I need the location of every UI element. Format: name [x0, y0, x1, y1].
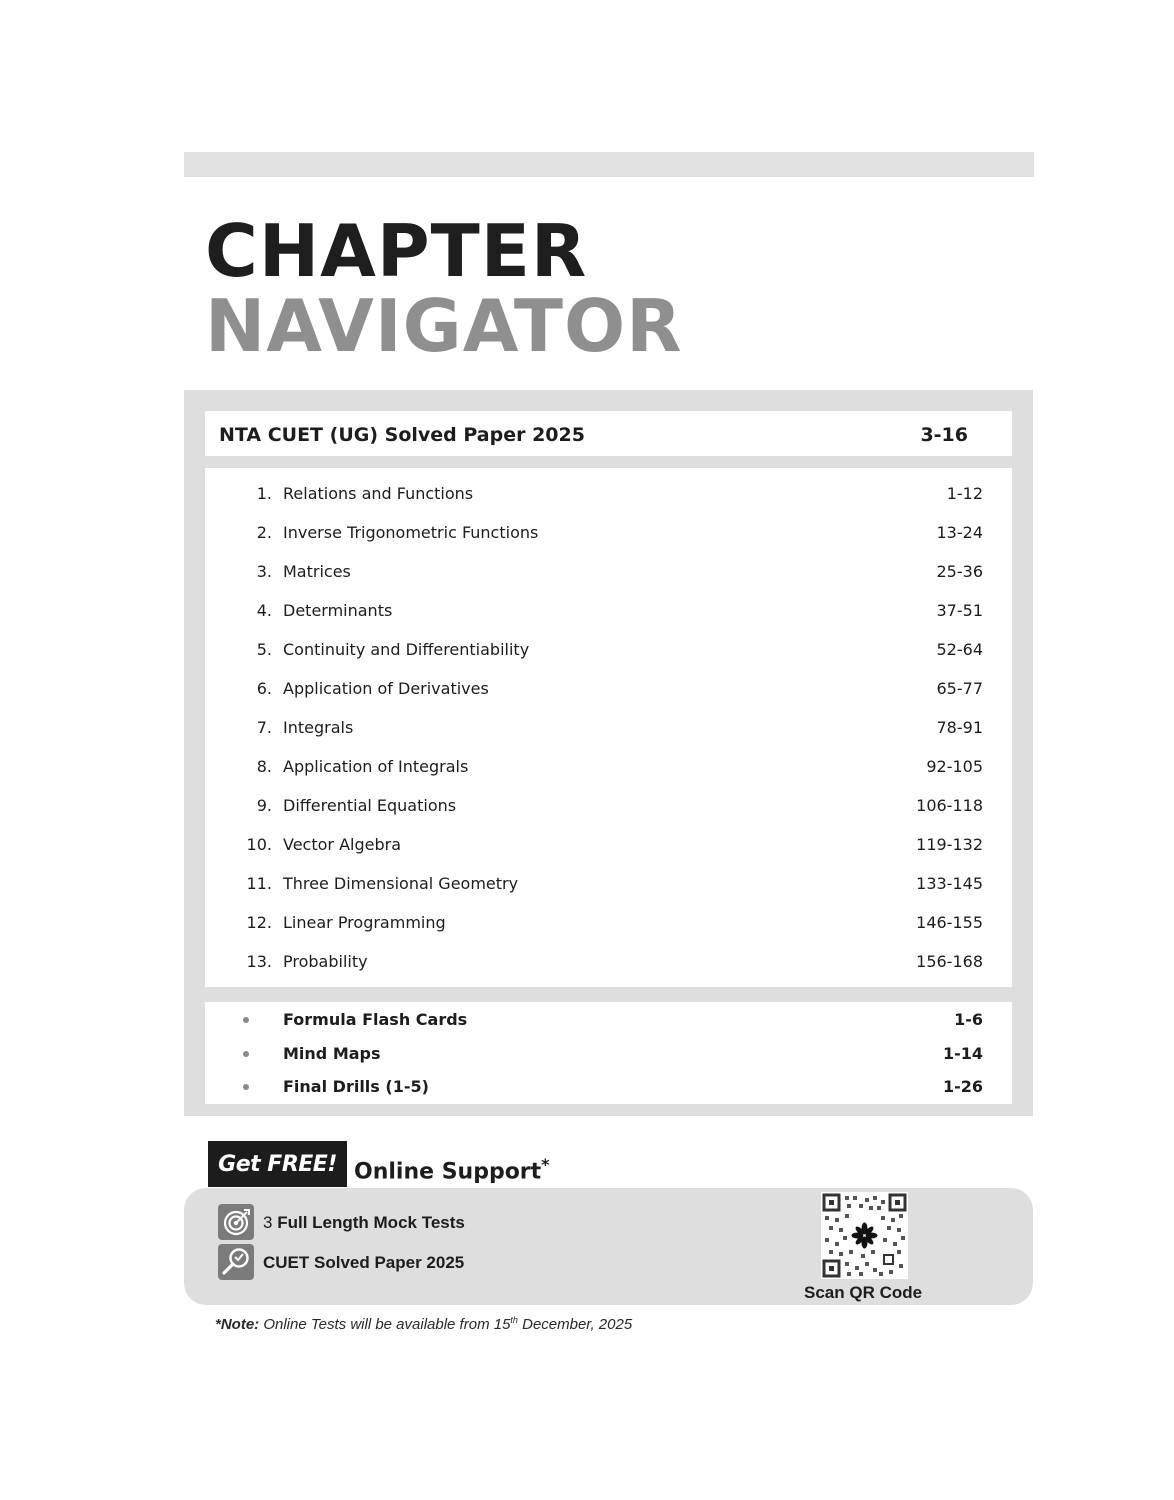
chapter-number: 4.: [256, 601, 272, 620]
chapter-number: 9.: [256, 796, 272, 815]
chapter-pages: 133-145: [916, 874, 983, 893]
chapter-pages: 78-91: [936, 718, 983, 737]
get-free-badge: Get FREE!: [208, 1141, 347, 1187]
chapter-title: Probability: [283, 952, 368, 971]
target-icon: [218, 1204, 254, 1240]
chapter-row[interactable]: [205, 667, 1012, 706]
chapter-number: 11.: [246, 874, 272, 893]
chapter-title: Application of Derivatives: [283, 679, 489, 698]
extra-row[interactable]: [205, 1071, 1012, 1101]
page-title-line1: CHAPTER: [205, 209, 588, 293]
chapter-pages: 146-155: [916, 913, 983, 932]
footnote-mark: *: [541, 1155, 550, 1174]
chapter-title: Application of Integrals: [283, 757, 469, 776]
solved-paper-link-label: CUET Solved Paper 2025: [263, 1253, 465, 1272]
bullet-icon: [243, 1017, 249, 1023]
chapter-row[interactable]: [205, 745, 1012, 784]
chapter-row[interactable]: [205, 901, 1012, 940]
chapter-title: Integrals: [283, 718, 354, 737]
chapter-number: 13.: [246, 952, 272, 971]
mock-tests-count: 3: [263, 1213, 273, 1232]
note-prefix: *Note:: [215, 1316, 260, 1333]
chapter-pages: 52-64: [936, 640, 983, 659]
chapter-number: 1.: [256, 484, 272, 503]
chapter-pages: 37-51: [936, 601, 983, 620]
chapter-pages: 65-77: [936, 679, 983, 698]
solved-paper-pages: 3-16: [920, 424, 968, 446]
chapter-title: Determinants: [283, 601, 393, 620]
chapter-row[interactable]: [205, 823, 1012, 862]
chapter-pages: 119-132: [916, 835, 983, 854]
extra-title: Mind Maps: [283, 1044, 381, 1063]
chapter-title: Three Dimensional Geometry: [283, 874, 519, 893]
chapter-title: Linear Programming: [283, 913, 446, 932]
chapter-title: Matrices: [283, 562, 351, 581]
chapter-row[interactable]: [205, 862, 1012, 901]
extra-pages: 1-14: [942, 1044, 983, 1063]
chapter-row[interactable]: [205, 472, 1012, 511]
chapter-row[interactable]: [205, 940, 1012, 979]
chapter-pages: 25-36: [936, 562, 983, 581]
chapter-row[interactable]: [205, 550, 1012, 589]
footnote: [215, 1315, 632, 1333]
chapter-title: Relations and Functions: [283, 484, 474, 503]
mock-tests-label: Full Length Mock Tests: [277, 1213, 465, 1232]
chapter-title: Continuity and Differentiability: [283, 640, 530, 659]
chapter-number: 8.: [256, 757, 272, 776]
extras-list: [205, 1002, 1012, 1104]
chapter-title: Inverse Trigonometric Functions: [283, 523, 539, 542]
chapter-number: 5.: [256, 640, 272, 659]
chapter-pages: 156-168: [916, 952, 983, 971]
scan-qr-label: Scan QR Code: [804, 1283, 923, 1302]
solved-paper-row[interactable]: [205, 411, 1012, 456]
table-of-contents: [184, 390, 1033, 1116]
chapter-title: Vector Algebra: [283, 835, 401, 854]
extra-title: Final Drills (1-5): [283, 1077, 429, 1096]
magnifier-icon: [218, 1244, 254, 1280]
note-ordinal: th: [510, 1315, 518, 1325]
extra-row[interactable]: [205, 1004, 1012, 1034]
chapter-pages: 1-12: [946, 484, 983, 503]
extra-pages: 1-6: [954, 1010, 983, 1029]
chapter-number: 6.: [256, 679, 272, 698]
chapter-list: [205, 468, 1012, 987]
chapter-title: Differential Equations: [283, 796, 457, 815]
chapter-row[interactable]: [205, 589, 1012, 628]
extra-row[interactable]: [205, 1038, 1012, 1068]
online-support-box: [184, 1188, 1033, 1305]
note-text: Online Tests will be available from 15: [263, 1316, 511, 1333]
chapter-pages: 13-24: [936, 523, 983, 542]
chapter-pages: 92-105: [926, 757, 983, 776]
chapter-row[interactable]: [205, 706, 1012, 745]
solved-paper-label: NTA CUET (UG) Solved Paper 2025: [219, 424, 585, 446]
bullet-icon: [243, 1051, 249, 1057]
chapter-row[interactable]: [205, 784, 1012, 823]
page-title-line2: NAVIGATOR: [205, 284, 683, 368]
chapter-number: 12.: [246, 913, 272, 932]
online-support-heading: [354, 1155, 550, 1184]
extra-pages: 1-26: [942, 1077, 983, 1096]
online-support-title: Online Support: [354, 1159, 542, 1185]
chapter-pages: 106-118: [916, 796, 983, 815]
top-decorative-bar: [184, 152, 1034, 177]
extra-title: Formula Flash Cards: [283, 1010, 468, 1029]
chapter-number: 2.: [256, 523, 272, 542]
qr-code[interactable]: [821, 1192, 908, 1279]
chapter-number: 7.: [256, 718, 272, 737]
chapter-number: 10.: [246, 835, 272, 854]
note-date: December, 2025: [522, 1316, 633, 1333]
chapter-row[interactable]: [205, 628, 1012, 667]
chapter-number: 3.: [256, 562, 272, 581]
bullet-icon: [243, 1084, 249, 1090]
chapter-row[interactable]: [205, 511, 1012, 550]
